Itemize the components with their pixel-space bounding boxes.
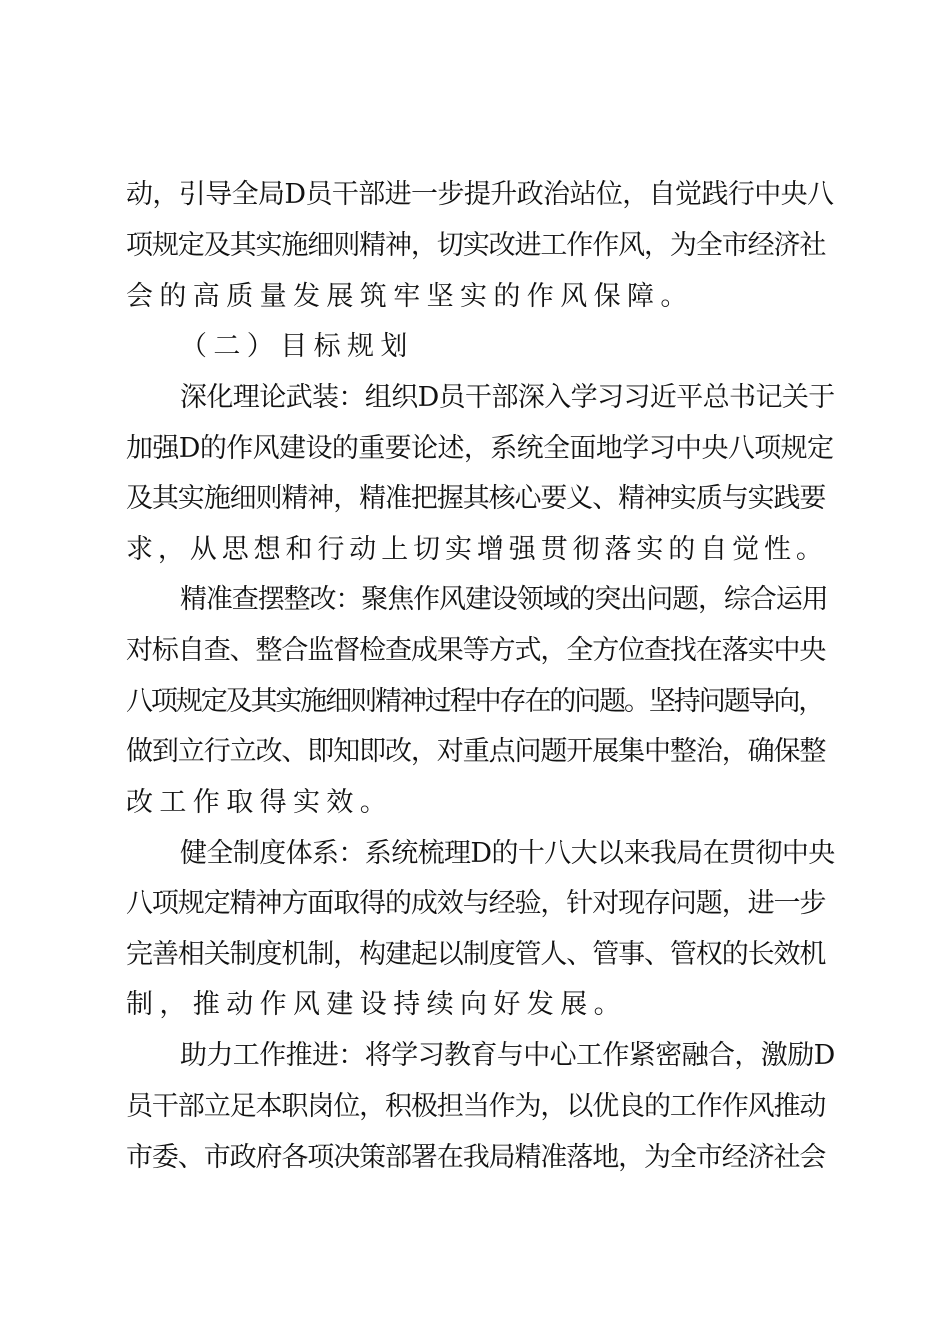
paragraph-4-line-4: 做到立行立改、即知即改，对重点问题开展集中整治，确保整 bbox=[126, 736, 826, 767]
paragraph-5-line-2: 八项规定精神方面取得的成效与经验，针对现存问题，进一步 bbox=[126, 888, 826, 919]
paragraph-6-line-2: 员干部立足本职岗位，积极担当作为，以优良的工作作风推动 bbox=[126, 1091, 826, 1122]
paragraph-1-line-1: 动，引导全局D员干部进一步提升政治站位，自觉践行中央八 bbox=[126, 179, 834, 210]
paragraph-4-line-5: 改工作取得实效。 bbox=[126, 787, 394, 818]
paragraph-1-line-3: 会的高质量发展筑牢坚实的作风保障。 bbox=[126, 281, 694, 312]
paragraph-5-line-4: 制，推动作风建设持续向好发展。 bbox=[126, 989, 627, 1020]
paragraph-3-line-3: 及其实施细则精神，精准把握其核心要义、精神实质与实践要 bbox=[126, 483, 826, 514]
paragraph-4-line-2: 对标自查、整合监督检查成果等方式，全方位查找在落实中央 bbox=[126, 635, 826, 666]
paragraph-1-line-2: 项规定及其实施细则精神，切实改进工作作风，为全市经济社 bbox=[126, 230, 826, 261]
paragraph-4-line-1: 精准查摆整改：聚焦作风建设领域的突出问题，综合运用 bbox=[180, 584, 828, 615]
paragraph-4-line-3: 八项规定及其实施细则精神过程中存在的问题。坚持问题导向， bbox=[126, 686, 824, 717]
paragraph-3-line-1: 深化理论武装：组织D员干部深入学习习近平总书记关于 bbox=[180, 382, 835, 413]
section-heading: （二）目标规划 bbox=[180, 331, 414, 362]
paragraph-5-line-3: 完善相关制度机制，构建起以制度管人、管事、管权的长效机 bbox=[126, 939, 826, 970]
paragraph-3-line-4: 求，从思想和行动上切实增强贯彻落实的自觉性。 bbox=[126, 534, 828, 565]
paragraph-5-line-1: 健全制度体系：系统梳理D的十八大以来我局在贯彻中央 bbox=[180, 838, 835, 869]
paragraph-6-line-3: 市委、市政府各项决策部署在我局精准落地，为全市经济社会 bbox=[126, 1142, 826, 1173]
paragraph-3-line-2: 加强D的作风建设的重要论述，系统全面地学习中央八项规定 bbox=[126, 433, 834, 464]
paragraph-6-line-1: 助力工作推进：将学习教育与中心工作紧密融合，激励D bbox=[180, 1040, 835, 1071]
